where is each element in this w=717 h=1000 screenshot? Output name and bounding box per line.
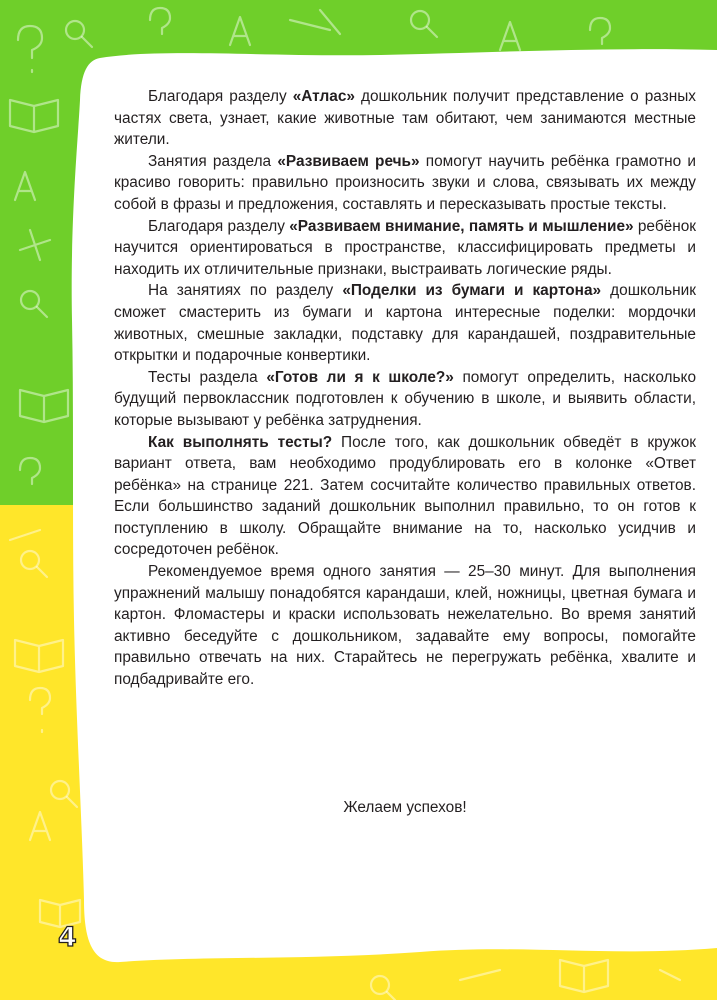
paragraph-recommendations: Рекомендуемое время одного занятия — 25–30 минут. Для выполнения упражнений малышу понадобятся карандаши, клей, ножницы, цветная бумага и картон. Фломастеры и краски использовать нежелательно. Во время занятий активно беседуйте с дошкольником, задавайте ему вопросы, помогайте правильно отвечать на них. Старайтесь не перегружать ребёнка, хвалите и подбадривайте его. [114,563,696,689]
intro-text [114,86,696,691]
paragraph-attention: Благодаря разделу «Развиваем внимание, память и мышление» ребёнок научится ориентироваться в пространстве, классифицировать предметы и находить их отличительные признаки, выстраивать логические ряды. [114,217,696,278]
paragraph-how-to-test: Как выполнять тесты? После того, как дошкольник обведёт в кружок вариант ответа, вам необходимо продублировать его в колонке «Ответ ребёнка» на странице 221. Затем сосчитайте количество правильных ответов. Если большинство заданий дошкольник выполнил правильно, то он готов к поступлению в школу. Обращайте внимание на то, насколько усидчив и сосредоточен ребёнок. [114,433,697,559]
page-number: 4 [58,922,77,953]
paragraph-crafts: На занятиях по разделу «Поделки из бумаги и картона» дошкольник сможет смастерить из бумаги и картона интересные поделки: мордочки животных, смешные закладки, подставку для карандашей, поздравительные открытки и подарочные конвертики. [114,282,697,365]
paragraph-atlas: Благодаря разделу «Атлас» дошкольник получит представление о разных частях света, узнает, какие животные там обитают, чем занимаются местные жители. [114,88,696,149]
paragraph-tests: Тесты раздела «Готов ли я к школе?» помогут определить, насколько будущий первоклассник подготовлен к обучению в школе, и выявить области, которые вызывают у ребёнка затруднения. [114,368,697,429]
paragraph-speech: Занятия раздела «Развиваем речь» помогут научить ребёнка грамотно и красиво говорить: правильно произносить звуки и слова, связывать их между собой в фразы и предложения, составлять и пересказывать простые тексты. [114,152,696,213]
closing-wish: Желаем успехов! [343,799,467,816]
